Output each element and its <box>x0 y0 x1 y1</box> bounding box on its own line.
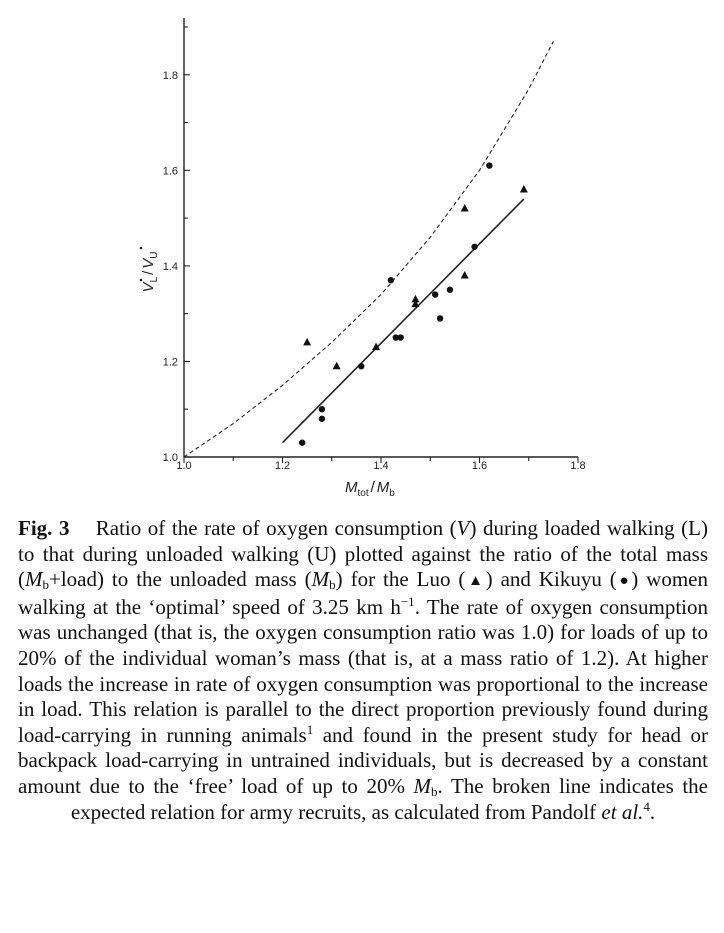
luo-triangle-point <box>461 271 469 279</box>
kikuyu-circle-point <box>319 406 325 412</box>
luo-triangle-icon: ▲ <box>465 573 486 590</box>
caption-text-1: Ratio of the rate of oxygen consumption ( <box>95 516 457 540</box>
luo-triangle-point <box>520 185 528 193</box>
caption-text-3: +load) to the unloaded mass ( <box>49 567 312 592</box>
y-tick-label: 1.6 <box>162 165 178 178</box>
kikuyu-circle-point <box>471 244 477 250</box>
caption-mb-2: M <box>311 567 330 592</box>
x-tick-label: 1.2 <box>274 460 291 472</box>
regression-line <box>283 199 524 443</box>
kikuyu-circle-point <box>398 334 404 340</box>
x-tick-label: 1.8 <box>570 460 586 472</box>
kikuyu-circle-point <box>447 287 453 293</box>
caption-mb-2-sub: b <box>329 577 336 593</box>
caption-text-9: . The broken line indicates the expected relation for army recruits, as calculated from Pandolf <box>70 773 708 824</box>
caption-mb-3: M <box>413 773 432 798</box>
kikuyu-circle-point <box>319 416 325 422</box>
x-tick-label: 1.6 <box>471 460 488 472</box>
x-tick-label: 1.4 <box>373 460 389 472</box>
caption-text-8: and found in the present study for head or backpack load-carrying in untrained individuals, but is decreased by a constant amount due to the ‘free’ load of up to 20% <box>18 722 709 798</box>
luo-triangle-point <box>461 204 469 212</box>
kikuyu-circle-point <box>358 363 364 369</box>
y-tick-label: 1.2 <box>162 356 178 369</box>
kikuyu-circle-point <box>432 291 438 297</box>
x-axis-label: $M_{tot} / M_b$ <box>345 479 395 499</box>
kikuyu-circle-point <box>437 315 443 321</box>
caption-text-7: . The rate of oxygen consumption was unchanged (that is, the oxygen consumption ratio was 1.0) for loads of up to 20% of the individual woman’s mass (that is, at a mass ratio of 1.2). At higher loads the increase in rate of oxygen consumption was proportional to the increase in load. This relation is parallel to the direct proportion previously found during load-carrying in running animals <box>18 594 708 747</box>
x-tick-label: 1.0 <box>176 460 192 472</box>
y-axis-label: $V_L/V_U$ <box>140 251 160 293</box>
caption-ref-4: 4 <box>643 798 650 814</box>
y-tick-label: 1.4 <box>162 260 178 273</box>
kikuyu-circle-icon: ● <box>616 573 632 590</box>
caption-fig-label: Fig. 3 <box>18 516 70 540</box>
luo-triangle-point <box>411 295 419 303</box>
expected-relation-dashed-line <box>184 41 553 457</box>
kikuyu-circle-point <box>299 439 305 445</box>
caption-mb-1-sub: b <box>42 577 49 593</box>
caption-mb-3-sub: b <box>431 783 438 799</box>
caption-text-2: ) during loaded walking (L) to that during unloaded walking (U) plotted against the ratio of the total mass ( <box>18 516 708 592</box>
ylabel-dot-2 <box>140 247 143 250</box>
caption-text-10: . <box>649 799 656 824</box>
caption-text-5: ) and Kikuyu ( <box>485 567 617 592</box>
luo-triangle-point <box>303 338 311 346</box>
caption-exponent: −1 <box>400 593 415 609</box>
caption-v: V <box>456 516 470 540</box>
figure-caption <box>18 516 708 825</box>
chart-points <box>299 162 528 446</box>
caption-text-4: ) for the Luo ( <box>335 567 466 592</box>
chart-axes <box>163 18 586 472</box>
y-tick-label: 1.0 <box>162 452 178 464</box>
luo-triangle-point <box>333 362 341 370</box>
y-tick-label: 1.8 <box>162 69 178 82</box>
ylabel-dot-1 <box>140 279 143 282</box>
kikuyu-circle-point <box>388 277 394 283</box>
caption-etal: et al. <box>601 799 644 824</box>
caption-text-6: ) women walking at the ‘optimal’ speed of 3.25 km h <box>18 567 708 619</box>
caption-ref-1: 1 <box>306 721 314 737</box>
caption-mb-1: M <box>25 567 43 592</box>
kikuyu-circle-point <box>486 162 492 168</box>
chart-lines <box>184 41 553 457</box>
